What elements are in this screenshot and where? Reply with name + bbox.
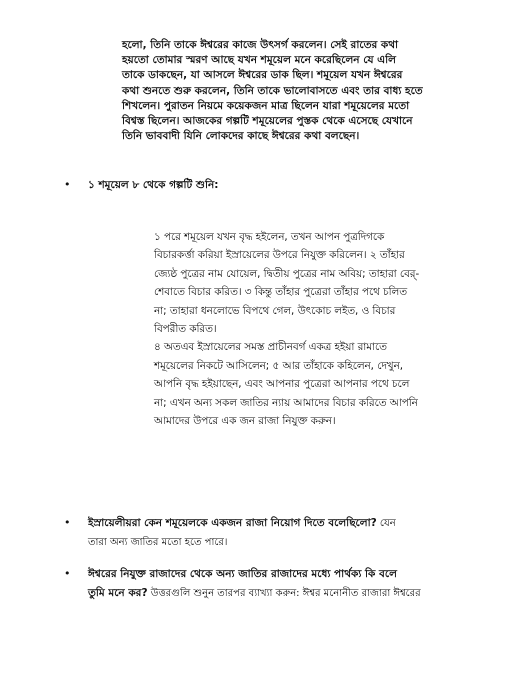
scripture-line: ১ পরে শমূয়েল যখন বৃদ্ধ হইলেন, তখন আপন পুত্রদিগকে <box>154 231 385 243</box>
scripture-line: না; তাহারা ধনলোভে বিপথে গেল, উৎকোচ লইত, ও বিচার <box>154 304 396 317</box>
intro-line: তিনি ভাববাদী যিনি লোকদের কাছে ঈশ্বরের কথা বলছেন। <box>122 130 360 143</box>
scripture-line: আমাদের উপরে এক জন রাজা নিযুক্ত করুন। <box>154 415 336 428</box>
intro-paragraph <box>122 38 486 144</box>
bullet-text: ১ শমূয়েল ৮ থেকে গল্পটি শুনি: <box>88 179 219 191</box>
scripture-passage <box>154 228 494 430</box>
scripture-line: বিপরীত করিত। <box>154 323 217 336</box>
intro-line: বিশ্বস্ত ছিলেন। আজকের গল্পটি শমূয়েলের পুস্তক থেকে এসেছে যেখানে <box>122 115 413 128</box>
question-line <box>88 514 488 534</box>
answer-line: তারা অন্য জাতির মতো হতে পারে। <box>88 536 228 548</box>
question-block <box>88 514 488 552</box>
question-text: ঈশ্বরের নিযুক্ত রাজাদের থেকে অন্য জাতির রাজাদের মধ্যে পার্থক্য কি বলে <box>88 568 397 580</box>
scripture-line: বিচারকর্ত্তা করিয়া ইস্রায়েলের উপরে নিযুক্ত করিলেন। ২ তাঁহার <box>154 249 405 262</box>
question-text: তুমি মনে কর? <box>88 586 148 599</box>
scripture-line: না; এখন অন্য সকল জাতির ন্যায় আমাদের বিচার করিতে আপনি <box>154 396 418 409</box>
bullet-icon: • <box>64 178 71 191</box>
scripture-line: আপনি বৃদ্ধ হইয়াছেন, এবং আপনার পুত্রেরা আপনার পথে চলে <box>154 378 410 391</box>
intro-line: হয়তো তোমার স্মরণ আছে যখন শমূয়েল মনে করেছিলেন যে এলি <box>122 54 396 67</box>
answer-text: যেন <box>376 518 396 529</box>
scripture-line: জ্যেষ্ঠ পুত্রের নাম যোয়েল, দ্বিতীয় পুত্রের নাম অবিয়; তাহারা বের্- <box>154 267 420 280</box>
bullet-icon: • <box>64 567 71 580</box>
scripture-line: শমূয়েলের নিকটে আসিলেন; ৫ আর তাঁহাকে কহিলেন, দেখুন, <box>154 359 403 372</box>
scripture-line: ৪ অতএব ইস্রায়েলের সমস্ত প্রাচীনবর্গ একত্র হইয়া রামাতে <box>154 341 387 354</box>
intro-line: তাকে ডাকছেন, যা আসলে ঈশ্বরের ডাক ছিল। শমূয়েল যখন ঈশ্বরের <box>122 69 403 82</box>
answer-text: উত্তরগুলি শুনুন তারপর ব্যাখ্যা করুন: ঈশ্বর মনোনীত রাজারা ঈশ্বরের <box>147 587 421 599</box>
question-block <box>88 565 488 603</box>
bullet-icon: • <box>64 516 71 529</box>
intro-line: কথা শুনতে শুরু করলেন, তিনি তাকে ভালোবাসতে এবং তার বাধ্য হতে <box>122 84 423 97</box>
question-text: ইস্রায়েলীয়রা কেন শমূয়েলকে একজন রাজা নিয়োগ দিতে বলেছিলো? <box>88 517 377 529</box>
scripture-line: শেবাতে বিচার করিত। ৩ কিন্তু তাঁহার পুত্রেরা তাঁহার পথে চলিত <box>154 286 407 299</box>
question-line <box>88 584 488 604</box>
intro-line: হলো, তিনি তাকে ঈশ্বরের কাজে উৎসর্গ করলেন। সেই রাতের কথা <box>122 39 399 51</box>
intro-line: শিখলেন। পুরাতন নিয়মে কয়েকজন মাত্র ছিলেন যারা শমূয়েলের মতো <box>122 99 410 112</box>
